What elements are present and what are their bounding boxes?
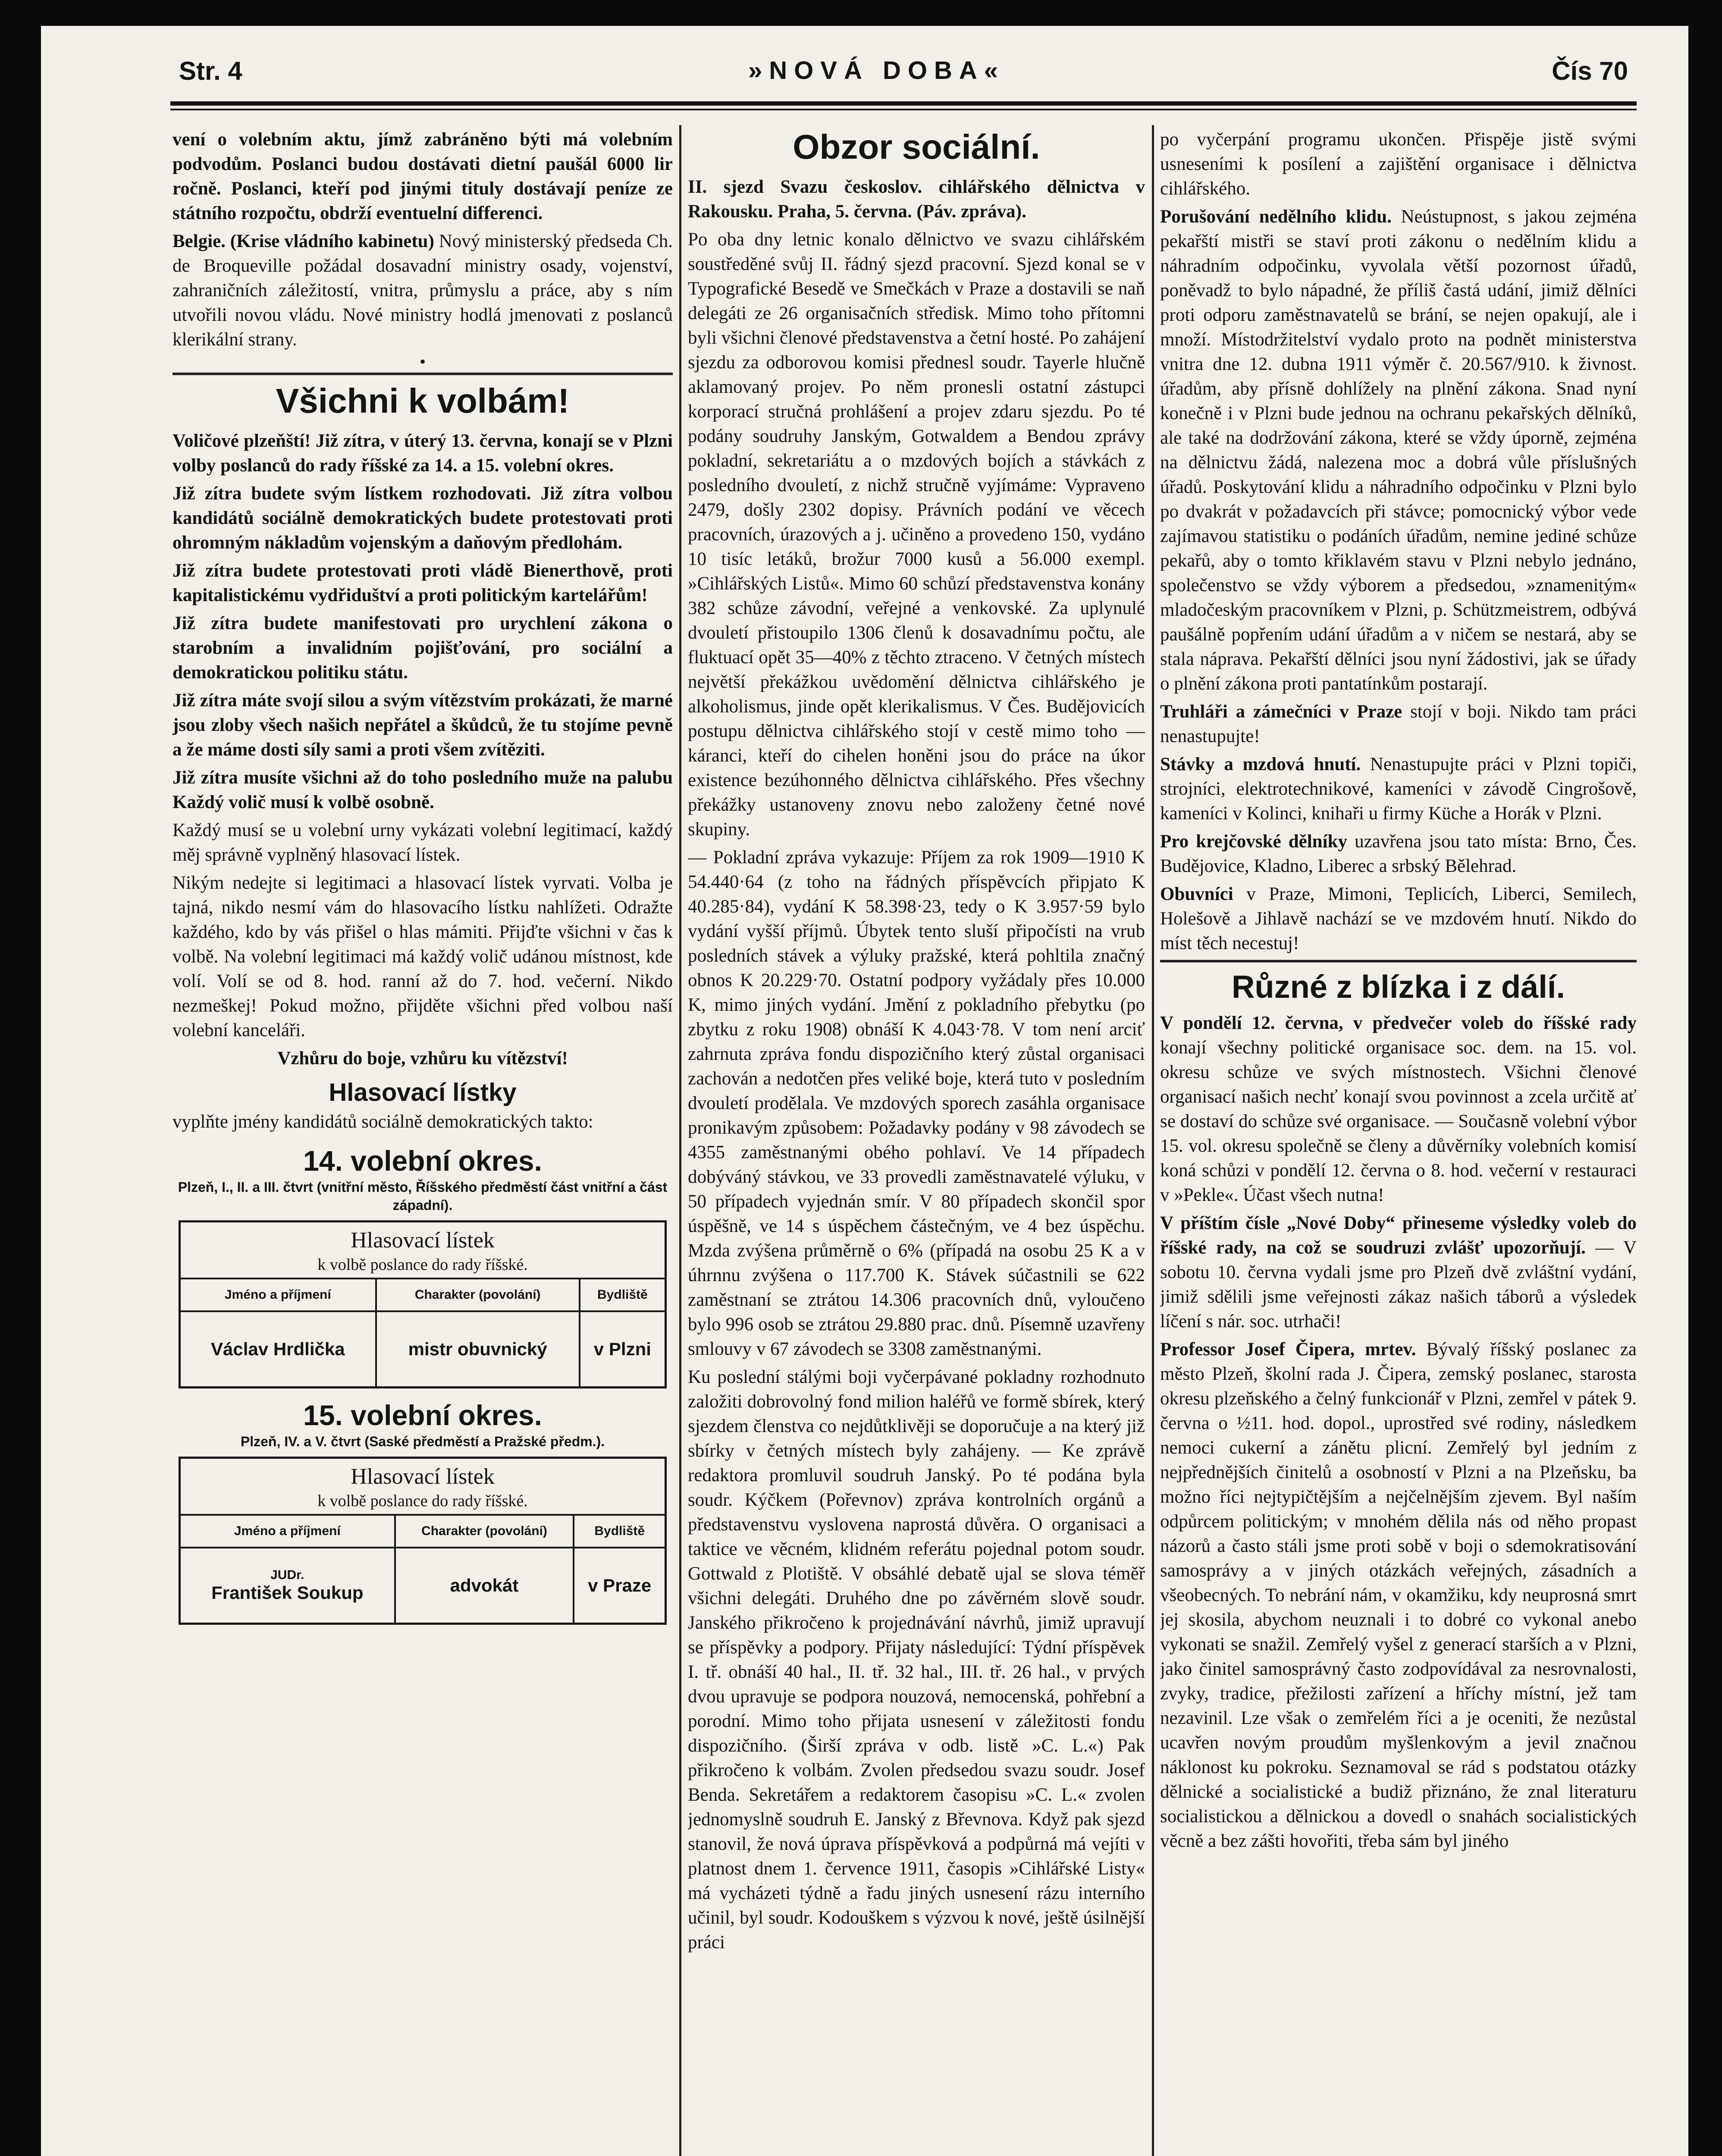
article-text: Již zítra máte svojí silou a svým vítězstvím prokázati, že marné jsou zloby všech našich nepřátel a škůdců, že tu stojíme pevně a že máme dosti síly sami a proti všem zvítěziti. bbox=[173, 690, 673, 760]
ballot-col-name: Jméno a příjmení bbox=[181, 1516, 395, 1548]
ballot-subtitle: k volbě poslance do rady říšské. bbox=[181, 1491, 665, 1516]
article-text: Vzhůru do boje, vzhůru ku vítězství! bbox=[277, 1048, 568, 1069]
ballots-intro: vyplňte jmény kandidátů sociálně demokratických takto: bbox=[173, 1112, 593, 1132]
article-text: — Pokladní zpráva vykazuje: Příjem za rok 1909—1910 K 54.440·64 (z toho na řádných příspěvcích připjato K 40.285·84), vydání K 58.398·23, tedy o K 3.957·59 bylo vydání vyšší příjmů. Úbytek tento sluší připočísti na vrub posledních stávek a výluky pražské, která pohltila značný obnos K 20.229·70. Ostatní podpory vyžádaly přes 10.000 K, mimo jiných vydání. Jmění z pokladního přebytku (po zbytku z roku 1908) obnáší K 4.043·78. V tom není arciť zahrnuta zpráva fondu dispozičního který zůstal organisaci zachován a nedotčen přes veliké boje, která tuto v posledním dvouletí prodělala. Ve mzdových sporech zasáhla organisace pronikavým způsobem: Požadavky podány v 98 závodech se 4355 zaměstnanými obého pohlaví. Ve 14 případech dobýváný stávkou, ve 33 provedli zaměstnavatelé výluku, v 50 případech vyjednán smír. V 80 případech skončil spor úspěšně, ve 14 s úspěchem částečným, ve 4 bez úspěchu. Mzda zvýšena průměrně o 6% (případá na osobu 25 K a v úhrnnu zvýšena o 117.700 K. Stávek súčastnili se 622 zaměstnaní se ztrátou 14.306 pracovních dnů, vyloučeno bylo 996 osob se ztrátou 29.880 prac. dnů. Písemně uzavřeny smlouvy v 67 závodech se 3308 zaměstnanými. bbox=[688, 847, 1145, 1359]
header-rule-thick bbox=[170, 101, 1637, 106]
ballots-heading: Hlasovací lístky bbox=[329, 1078, 517, 1106]
article-lead: II. sjezd Svazu českoslov. cihlářského dělnictva v Rakousku. Praha, 5. června. (Páv. zpráva). bbox=[688, 177, 1145, 222]
article-lead: Professor Josef Čipera, mrtev. bbox=[1160, 1339, 1416, 1360]
bullet-dot: • bbox=[419, 352, 426, 371]
section-separator bbox=[173, 373, 673, 375]
article-paragraph bbox=[173, 229, 673, 352]
article-paragraph bbox=[1160, 699, 1637, 749]
page-header bbox=[179, 52, 1645, 95]
article-text: Již zítra musíte všichni až do toho posledního muže na palubu Každý volič musí k volbě osobně. bbox=[173, 768, 673, 812]
header-rule-thin bbox=[170, 109, 1637, 110]
ballot-col-character: Charakter (povolání) bbox=[376, 1279, 580, 1311]
article-text: Po oba dny letnic konalo dělnictvo ve svazu cihlářském soustředěné svůj II. řádný sjezd pracovní. Sjezd konal se v Typografické Besedě ve Smečkách v Praze a dostavili se naň delegáti ze 26 organisačních středisk. Mimo toho přítomni byli všichni členové představenstva a četní hosté. Po zahájení sjezdu za odborovou komisi přednesl soudr. Tayerle hlučně aklamovaný projev. Po něm pronesli ostatní zástupci korporací stručná prohlášení a projev zdaru sjezdu. Po té podány soudruhy Janským, Gotwaldem a Bendou zprávy pokladní, sekretariátu a o mzdových bojích a stávkách z posledního dvouletí, z nichž stručně vyjímáme: Vypraveno 2479, došly 2302 dopisy. Právních podání ve věcech pracovních, úrazových a j. učiněno a provedeno 150, vydáno 10 tisíc letáků, brožur 7000 kusů a 56.000 exempl. »Cihlářských Listů«. Mimo 60 schůzí představenstva konány 382 schůze závodní, veřejné a venkovské. Za uplynulé dvouletí přistoupilo 1306 členů k dosavadnímu počtu, ale fluktuací opět 35—40% z těchto ztraceno. V četných místech největší překážkou uvědomění dělnictva cihlářského je alkoholismus, jinde opět klerikalismus. V Čes. Budějovicích postupu dělnictva cihlářského stojí v cestě mimo toho — káranci, kteří do cihelen honěni jsou do práce na úkor existence bezúhonného dělnictva cihlářského. Přes všechny překážky ustanoveny znovu nebo založeny četné nové skupiny. bbox=[688, 229, 1145, 840]
article-paragraph bbox=[1160, 1011, 1637, 1207]
ballot-table bbox=[181, 1279, 665, 1386]
ballot-col-character: Charakter (povolání) bbox=[395, 1516, 574, 1548]
article-text: vení o volebním aktu, jímž zabráněno býti má volebním podvodům. Poslanci budou dostávati dietní paušál 6000 lir ročně. Poslanci, kteří pod jinými tituly dostávají peníze ze státního rozpočtu, obdrží eventuelní differenci. bbox=[173, 129, 673, 223]
article-text: Nový ministerský předseda Ch. de Broqueville požádal dosavadní ministry osady, vojenství, zahraničních záležitostí, vnitra, průmyslu a práce, aby s ním utvořili novou vládu. Nové ministry hodlá jmenovati z poslanců klerikální strany. bbox=[173, 231, 673, 350]
ballot-candidate-residence: v Plzni bbox=[593, 1339, 651, 1359]
article-paragraph bbox=[1160, 882, 1637, 956]
article-text: Již zítra budete svým lístkem rozhodovati. Již zítra volbou kandidátů sociálně demokratických budete protestovati proti ohromným nákladům vojenským a daňovým předlohám. bbox=[173, 483, 673, 553]
section-separator bbox=[1160, 960, 1637, 962]
ballot-subtitle: k volbě poslance do rady říšské. bbox=[181, 1254, 665, 1279]
headline-vsichni-k-volbam: Všichni k volbám! bbox=[276, 382, 570, 420]
newspaper-page bbox=[41, 26, 1688, 2156]
ballot-candidate-title: JUDr. bbox=[270, 1568, 304, 1582]
ballot-candidate-residence: v Praze bbox=[588, 1575, 652, 1595]
article-text: Bývalý říšský poslanec za město Plzeň, školní rada J. Čipera, zemský poslanec, starosta okresu plzeňského a čelný funkcionář v Plzni, zemřel v pátek 9. června o ½11. hod. dopol., uprostřed své rodiny, následkem nemoci cukerní a zánětu plicní. Zemřelý byl jedním z nejpřednějších činitelů a osobností v Plzni a na Plzeňsku, ba možno říci nejtypičtějším a nejčelnějším zjevem. Byl naším odpůrcem politickým; v mnohém dělila nás od něho propast názorů a často stáli jsme proti sobě v boji o sdemokratisování samosprávy a v jiných otázkách veřejných, zásadních a všeobecných. To nebrání nám, v okamžiku, kdy neuprosná smrt jej skosila, abychom neuznali i to dobré co vykonal anebo vykonati se snažil. Zemřelý vyšel z generací starších a v Plzni, jako činitel samosprávný často zodpovídával za nesrovnalosti, zvyky, tradice, přežilosti zařízení a hříchy místní, jež tam nezavinil. Lze však o zemřelém říci a je oceniti, že nezůstal ucavřen novým proudům myšlenkovým a jevil značnou náklonost ku pokroku. Seznamoval se rád s podstatou otázky dělnické a socialistické a budiž přiznáno, že znal literaturu socialistickou a dělnickou a dovedl o snahách socialistických věcně a bez zášti hovořiti, třeba sám byl jiného bbox=[1160, 1339, 1637, 1851]
ballot-candidate-character: advokát bbox=[395, 1548, 574, 1623]
ballot-14 bbox=[179, 1220, 667, 1388]
article-paragraph bbox=[1160, 1337, 1637, 1853]
article-lead: Belgie. (Krise vládního kabinetu) bbox=[173, 231, 434, 251]
article-paragraph bbox=[1160, 204, 1637, 696]
district-15-subtitle: Plzeň, IV. a V. čtvrt (Saské předměstí a Pražské předm.). bbox=[240, 1434, 605, 1449]
article-lead: Obuvníci bbox=[1160, 884, 1233, 904]
article-text: Voličové plzeňští! Již zítra, v úterý 13. června, konají se v Plzni volby poslanců do rady říšské za 14. a 15. volební okres. bbox=[173, 431, 673, 476]
article-lead: V pondělí 12. června, v předvečer voleb do říšské rady bbox=[1160, 1013, 1637, 1033]
masthead-title: »NOVÁ DOBA« bbox=[748, 56, 1005, 85]
ballot-candidate-name: Václav Hrdlička bbox=[181, 1311, 376, 1386]
article-paragraph bbox=[1160, 1211, 1637, 1334]
ballot-title: Hlasovací lístek bbox=[351, 1464, 495, 1489]
ballot-table bbox=[181, 1516, 665, 1623]
article-text: Neústupnost, s jakou zejména pekařští mistři se staví proti zákonu o nedělním klidu a náhradním odpočinku, vyvolala větší pozornost úřadů, poněvadž to bylo nápadné, že příliš častá udání, jimiž dělníci proti odporu zaměstnavatelů se brání, se nejen opakují, ale i množí. Místodržitelství vydalo proto na podnět ministerstva vnitra dne 12. dubna 1911 výměr č. 20.567/910. k živnost. úřadům, aby přísně dohlížely na plnění zákona. Snad nyní konečně i v Plzni bude jednou na ochranu pekařských dělníků, ale také na dodržování zákona, které se vždy úporně, zejména na dělnictvu žádá, nalezena moc a dobrá vůle příslušných úřadů. Poskytování klidu a náhradního odpočinku v Plzni bylo po dvakrát v požadavcích při stávce; pomocnický výbor vede zajímavou statistiku o podáních úřadům, nemine jediné schůze pekařů, aby o tomto křiklavém stavu v Plzni nebylo jednáno, společenstvo se vždy výborem a předsedou, »znamenitým« mladočeským pracovníkem v Plzni, p. Schützmeistrem, odbývá paušálně popřením udání úřadům a v ničem se nestará, aby se stala náprava. Pekařští dělníci jsou nyní žádostivi, jak se úřady o plnění zákona proti pantatínkům postarají. bbox=[1160, 207, 1637, 694]
ballot-candidate-cell bbox=[181, 1548, 395, 1623]
article-text: Již zítra budete manifestovati pro urychlení zákona o starobním a invalidním pojišťování, pro sociální a demokratickou politiku státu. bbox=[173, 613, 673, 683]
column-divider-1 bbox=[679, 125, 681, 2156]
headline-obzor-socialni: Obzor sociální. bbox=[793, 128, 1040, 166]
article-text: uzavřena jsou tato místa: Brno, Čes. Budějovice, Kladno, Liberec a srbský Bělehrad. bbox=[1160, 831, 1637, 876]
ballot-col-residence: Bydliště bbox=[574, 1516, 665, 1548]
article-paragraph bbox=[1160, 829, 1637, 878]
article-text: Již zítra budete protestovati proti vládě Bienerthově, proti kapitalistickému vydřiduštví a proti politickým kartelářům! bbox=[173, 561, 673, 605]
ballot-candidate-character: mistr obuvnický bbox=[376, 1311, 580, 1386]
article-text: v Praze, Mimoni, Teplicích, Liberci, Semilech, Holešově a Jihlavě nachází se ve mzdovém hnutí. Nikdo do míst těch necestuj! bbox=[1160, 884, 1637, 953]
article-text: konají všechny politické organisace soc. dem. na 15. vol. okresu schůze ve svých místnostech. Všichni členové organisací našich nechť konají svou povinnost a zcela určitě ať se dostaví do schůze své organisace. — Současně volební výbor 15. vol. okresu společně se členy a důvěrníky volebních komisí koná schůzi v pondělí 12. června o 8. hod. večerní v restauraci v »Pekle«. Účast všech nutna! bbox=[1160, 1037, 1637, 1205]
article-text: po vyčerpání programu ukončen. Přispěje jistě svými usneseními k posílení a zajištění organisace i dělnictva cihlářského. bbox=[1160, 129, 1637, 199]
article-text: Ku poslední stálými boji vyčerpávané pokladny rozhodnuto založiti dobrovolný fond milion haléřů ve formě sbírek, který sjezdem členstva co nejdůtklivěji se doporučuje a na který již sbírky v četných místech byly zahájeny. — Ke zprávě redaktora promluvil soudruh Janský. Po té podána byla soudr. Kýčkem (Pořevnov) zpráva kontrolních orgánů a představenstvu vyslovena naprostá důvěra. O organisaci a taktice ve věcném, klidném referátu pojednal potom soudr. Gottwald z Plotiště. V obsáhlé debatě ujal se slova téměř všichni delegáti. Druhého dne po závěrném slově soudr. Janského přikročeno k projednávání návrhů, jimiž upravují se příspěvky a podpory. Přijaty následující: Týdní příspěvek I. tř. obnáší 40 hal., II. tř. 32 hal., III. tř. 26 hal., v prvých dvou upravuje se podpora nouzová, nemocenská, pohřební a porodní. Mimo toho přijata usnesení v záležitosti fondu dispozičního. (Širší zpráva v odb. listě »C. L.«) Pak přikročeno k volbám. Zvolen předsedou svazu soudr. Josef Benda. Sekretářem a redaktorem časopisu »C. L.« zvolen jednomyslně soudruh E. Janský z Břevnova. Když pak sjezd stanovil, že nová úprava příspěvková a podpůrná má vejíti v platnost dnem 1. července 1911, časopis »Cihlářské Listy« má vycházeti týdně a řadu jiných usnesení rázu interního učinil, byl soudr. Kodouškem s výzvou k nové, ještě úsilnější práci bbox=[688, 1367, 1145, 1952]
article-lead: Porušování nedělního klidu. bbox=[1160, 207, 1392, 227]
article-text: Nikým nedejte si legitimaci a hlasovací lístek vyrvati. Volba je tajná, nikdo nesmí vám do hlasovacího lístku nahlížeti. Odražte každého, kdo by vás přišel o hlas mámiti. Přijďte všichni v čas k volbě. Na volební legitimaci má každý volič udánou místnost, kde volí. Volí se od 8. hod. ranní až do 7. hod. večerní. Nikdo nezmeškej! Pokud možno, přijděte všichni před volbou naší volební kanceláři. bbox=[173, 873, 673, 1040]
article-lead: Pro krejčovské dělníky bbox=[1160, 831, 1347, 852]
article-paragraph bbox=[1160, 752, 1637, 826]
district-14-title: 14. volební okres. bbox=[303, 1145, 542, 1177]
ballot-15 bbox=[179, 1457, 667, 1625]
district-14-subtitle: Plzeň, I., II. a III. čtvrt (vnitřní město, Říšského předměstí část vnitřní a část západní). bbox=[178, 1179, 668, 1213]
column-left bbox=[173, 127, 673, 2156]
article-lead: V příštím čísle „Nové Doby“ přineseme výsledky voleb do říšské rady, na což se soudruzi zvlášť upozorňují. bbox=[1160, 1213, 1637, 1258]
issue-number: Čís 70 bbox=[1552, 56, 1628, 85]
page-number: Str. 4 bbox=[179, 56, 242, 85]
article-text: — V sobotu 10. června vydali jsme pro Plzeň dvě zvláštní vydání, jimiž sdělili jsme veřejnosti zákaz našich táborů a výsledek líčení s nár. soc. utrhači! bbox=[1160, 1238, 1637, 1332]
ballot-title: Hlasovací lístek bbox=[351, 1228, 495, 1253]
article-text: Nenastupujte práci v Plzni topiči, strojníci, elektrotechnikové, kameníci v závodě Cingrošově, kameníci v Kolinci, knihaři u firmy Küche a Horák v Plzni. bbox=[1160, 754, 1637, 824]
article-lead: Truhláři a zámečníci v Praze bbox=[1160, 702, 1402, 722]
column-middle bbox=[688, 127, 1145, 2156]
column-right bbox=[1160, 127, 1637, 2156]
article-text: stojí v boji. Nikdo tam práci nenastupujte! bbox=[1160, 702, 1637, 746]
column-divider-2 bbox=[1152, 125, 1154, 2156]
district-15-title: 15. volební okres. bbox=[303, 1399, 542, 1431]
headline-ruzne: Různé z blízka i z dálí. bbox=[1231, 969, 1565, 1005]
ballot-candidate-name: František Soukup bbox=[211, 1583, 364, 1603]
article-text: Každý musí se u volební urny vykázati volební legitimací, každý měj správně vyplněný hlasovací lístek. bbox=[173, 820, 673, 865]
ballot-col-name: Jméno a příjmení bbox=[181, 1279, 376, 1311]
article-lead: Stávky a mzdová hnutí. bbox=[1160, 754, 1361, 774]
ballot-col-residence: Bydliště bbox=[580, 1279, 665, 1311]
